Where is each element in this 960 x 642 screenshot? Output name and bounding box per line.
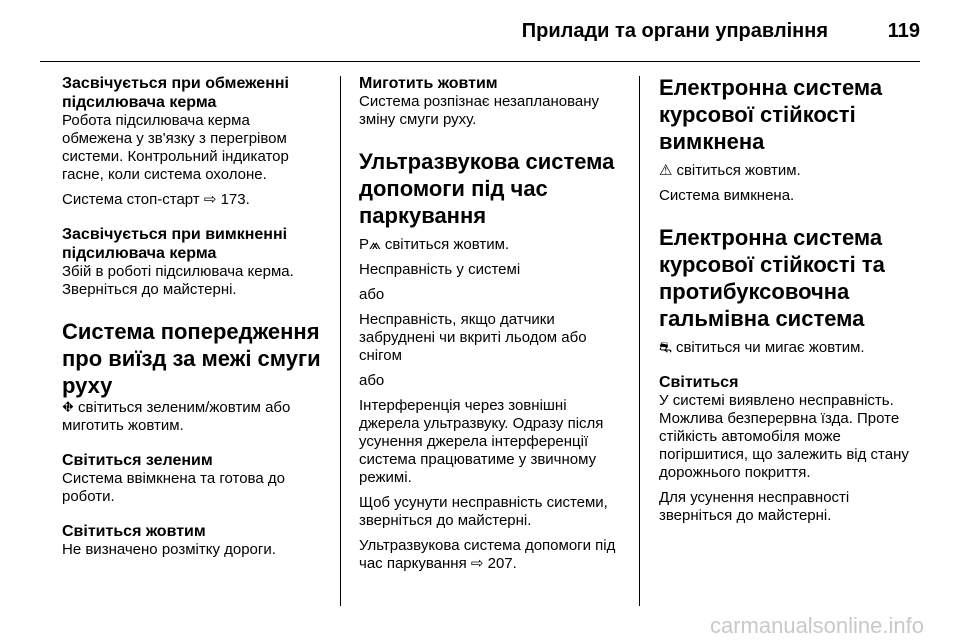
heading-parking-assist: Ультразвукова система допомоги під час паркування [359,149,615,228]
text-esc-off-1 [659,162,921,180]
text-esc-traction-body: світиться чи мигає жовтим. [675,339,865,356]
heading-lit: Світиться [659,374,739,391]
text-parking-assist-8: Ультразвукова система допомоги під час паркування ⇨ 207. [359,537,616,572]
text-power-steering-off: Збій в роботі підсилювача керма. Зверніться до майстерні. [62,263,294,298]
text-parking-assist-3: або [359,286,385,303]
heading-lane-departure: Система попередження про виїзд за межі смуги руху [62,319,321,398]
page-number: 119 [887,20,920,42]
heading-esc-traction: Електронна система курсової стійкості та протибуксовочна гальмівна система [659,225,885,331]
text-lane-departure [62,399,324,435]
heading-power-steering-limited: Засвічується при обмеженні підсилювача керма [62,75,289,111]
text-lit-green: Система ввімкнена та готова до роботи. [62,470,285,505]
column-3 [659,74,921,525]
text-parking-assist-4: Несправність, якщо датчики забруднені чи вкриті льодом або снігом [359,311,587,364]
parking-assist-icon: P⩕ [359,236,381,253]
heading-lit-green: Світиться зеленим [62,452,213,469]
text-lit-2: Для усунення несправності зверніться до майстерні. [659,489,850,524]
text-parking-assist-body: світиться жовтим. [384,236,510,253]
header-title: Прилади та органи управління [521,20,828,42]
text-esc-off-2: Система вимкнена. [659,187,795,204]
lane-departure-icon: ⛖ [62,399,75,416]
column-divider-2 [639,76,640,606]
text-parking-assist-7: Щоб усунути несправність системи, зверніться до майстерні. [359,494,608,529]
text-esc-traction [659,339,921,357]
text-esc-off-body: світиться жовтим. [676,162,801,179]
text-parking-assist-2: Несправність у системі [359,261,521,278]
column-divider-1 [340,76,341,606]
header-rule [40,61,920,62]
text-parking-assist-1 [359,236,621,254]
column-1 [62,74,324,559]
heading-power-steering-off: Засвічується при вимкненні підсилювача керма [62,226,288,262]
page-header [40,14,920,50]
esc-off-icon: ⚠ [659,162,673,179]
esc-skid-icon: ⛐ [659,339,672,356]
text-stop-start-ref: Система стоп-старт ⇨ 173. [62,191,250,208]
watermark: carmanualsonline.info [709,613,924,638]
text-flashes-yellow: Система розпізнає незаплановану зміну смуги руху. [359,93,600,128]
text-lane-departure-body: світиться зеленим/жовтим або миготить жовтим. [62,399,291,434]
heading-flashes-yellow: Миготить жовтим [359,75,498,92]
heading-lit-yellow: Світиться жовтим [62,523,206,540]
text-power-steering-limited-1: Робота підсилювача керма обмежена у зв'язку з перегрівом системи. Контрольний індикатор гасне, коли система охолоне. [62,112,289,183]
heading-esc-off: Електронна система курсової стійкості вимкнена [659,75,883,154]
text-parking-assist-5: або [359,372,385,389]
text-lit-yellow: Не визначено розмітку дороги. [62,541,276,558]
text-lit-1: У системі виявлено несправність. Можлива безперервна їзда. Проте стійкість автомобіля може погіршитися, що залежить від стану дорожнього покриття. [659,392,909,481]
column-2 [359,74,621,573]
text-parking-assist-6: Інтерференція через зовнішні джерела ультразвуку. Одразу після усунення джерела інтерференції система працюватиме у звичному режимі. [359,397,604,486]
